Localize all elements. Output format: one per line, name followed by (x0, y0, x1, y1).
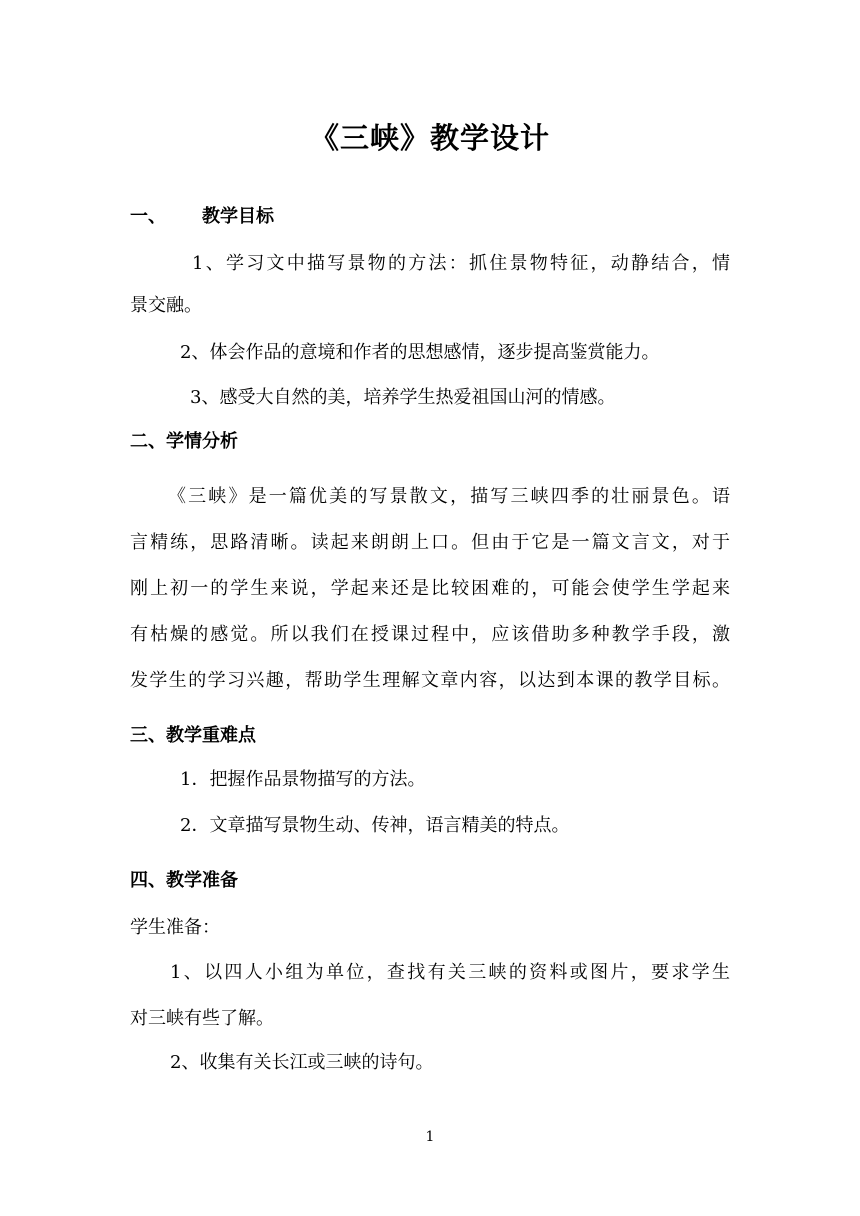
preparation-item-1-line-2: 对三峡有些了解。 (130, 1008, 274, 1029)
preparation-subheading: 学生准备： (130, 917, 220, 938)
goal-item-3: 3、感受大自然的美，培养学生热爱祖国山河的情感。 (190, 387, 616, 408)
document-title: 《三峡》教学设计 (309, 121, 550, 155)
page-number: 1 (425, 1129, 435, 1145)
section-heading-preparation: 四、教学准备 (130, 870, 238, 891)
analysis-line-1: 《三峡》是一篇优美的写景散文，描写三峡四季的壮丽景色。语 (168, 486, 730, 507)
analysis-line-5: 发学生的学习兴趣，帮助学生理解文章内容，以达到本课的教学目标。 (130, 670, 730, 691)
preparation-item-2: 2、收集有关长江或三峡的诗句。 (170, 1052, 434, 1073)
section-heading-key-points: 三、教学重难点 (130, 725, 256, 746)
goal-item-2: 2、体会作品的意境和作者的思想感情，逐步提高鉴赏能力。 (180, 342, 660, 363)
analysis-line-2: 言精练，思路清晰。读起来朗朗上口。但由于它是一篇文言文，对于 (130, 532, 730, 553)
key-point-2: 2．文章描写景物生动、传神，语言精美的特点。 (180, 815, 570, 836)
preparation-item-1-line-1: 1、以四人小组为单位，查找有关三峡的资料或图片，要求学生 (170, 962, 730, 983)
goal-item-1-line-2: 景交融。 (130, 295, 202, 316)
goal-item-1-line-1: 1、学习文中描写景物的方法：抓住景物特征，动静结合，情 (192, 253, 730, 274)
section-title: 教学目标 (202, 206, 274, 227)
key-point-1: 1．把握作品景物描写的方法。 (180, 769, 426, 790)
section-number: 一、 (130, 206, 166, 227)
section-heading-goals (130, 203, 274, 231)
section-heading-analysis: 二、学情分析 (130, 431, 238, 452)
analysis-line-4: 有枯燥的感觉。所以我们在授课过程中，应该借助多种教学手段，激 (130, 624, 730, 645)
analysis-line-3: 刚上初一的学生来说，学起来还是比较困难的，可能会使学生学起来 (130, 578, 730, 599)
